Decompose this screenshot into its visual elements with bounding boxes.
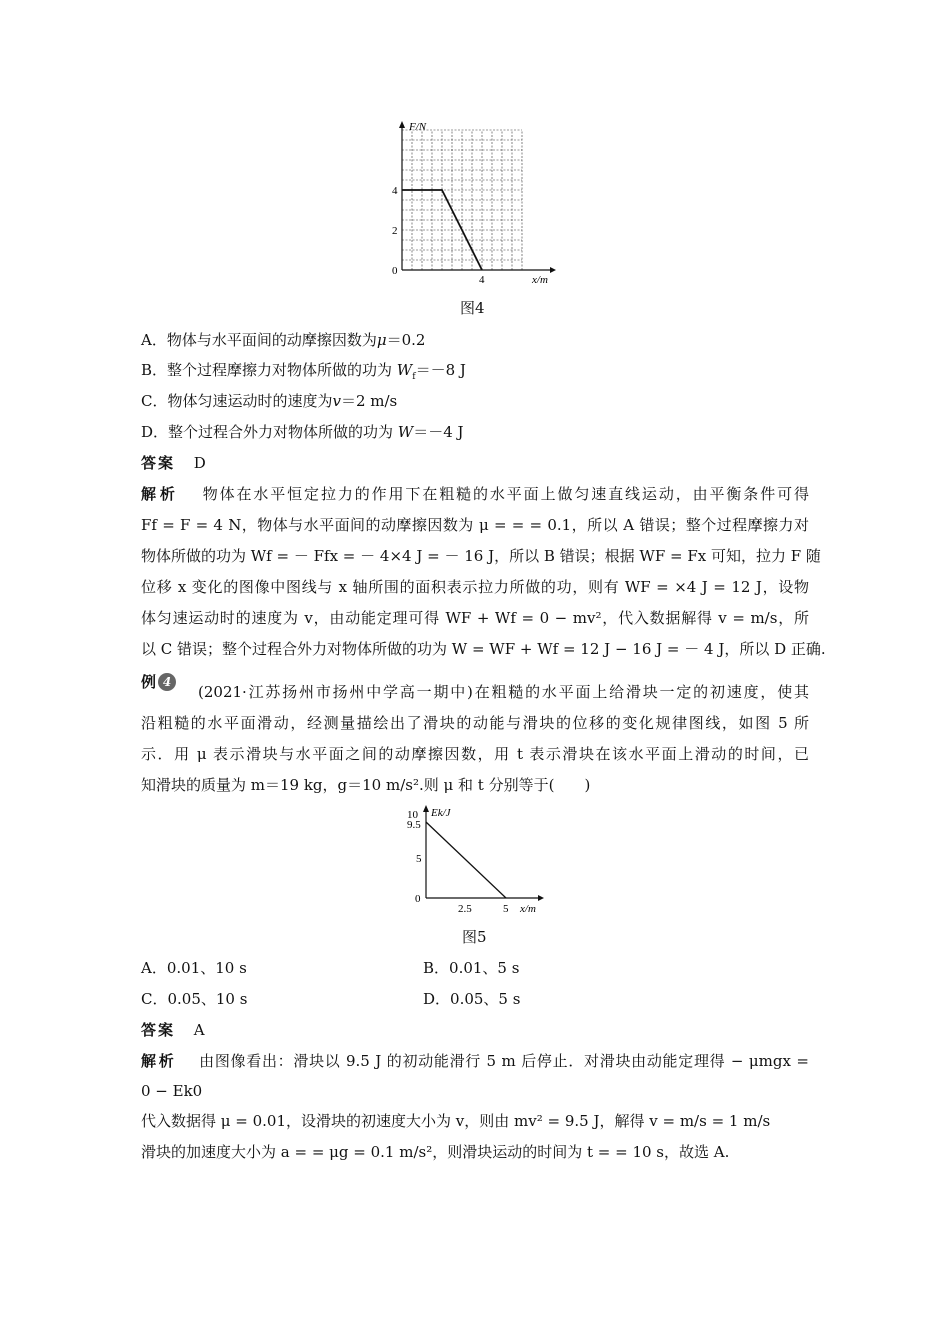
- q3-option-b: B．整个过程摩擦力对物体所做的功为 $W_f=-8$ J: [141, 361, 466, 382]
- example4-line-4: 知滑块的质量为 m＝19 kg，g＝10 m/s².则 μ 和 t 分别等于( ): [141, 776, 591, 794]
- example4-analysis-line-3: 代入数据得 μ = 0.01，设滑块的初速度大小为 v，则由 mv² = 9.5 J，解得 v = m/s = 1 m/s: [141, 1112, 771, 1130]
- example4-label: 例: [141, 673, 157, 691]
- example4-analysis-line-4: 滑块的加速度大小为 a = = μg = 0.1 m/s²，则滑块运动的时间为 t = = 10 s，故选 A.: [141, 1143, 730, 1161]
- figure5-chart: [398, 804, 548, 920]
- q3-analysis-line-4: 位移 x 变化的图像中图线与 x 轴所围的面积表示拉力所做的功，则有 WF = ×4 J = 12 J，设物: [141, 578, 809, 596]
- example4-header: [141, 672, 176, 692]
- q3-option-d: D．整个过程合外力对物体所做的功为 W＝－4 J: [141, 423, 464, 441]
- figure5-x-tick-label: 5: [503, 903, 509, 915]
- example4-analysis-line-2: 0 − Ek0: [141, 1082, 203, 1100]
- q3-analysis-line-6: 以 C 错误；整个过程合外力对物体所做的功为 W = WF + Wf = 12 J − 16 J = － 4 J，所以 D 正确.: [141, 640, 826, 658]
- figure4-y-tick-label: 4: [392, 185, 398, 197]
- figure4-x-arrow: [550, 267, 556, 273]
- figure4-y-tick-label: 2: [392, 225, 398, 237]
- figure5-y-tick-label: 10: [407, 809, 418, 821]
- q3-analysis-line-5: 体匀速运动时的速度为 v，由动能定理可得 WF + Wf = 0 − mv²，代入数据解得 v = m/s，所: [141, 609, 809, 627]
- example4-answer: [141, 1020, 205, 1040]
- q3-analysis-line-3: 物体所做的功为 Wf = － Ffx = － 4×4 J = － 16 J，所以 B 错误；根据 WF = Fx 可知，拉力 F 随: [141, 547, 821, 565]
- q3-option-c: C．物体匀速运动时的速度为v＝2 m/s: [141, 392, 398, 410]
- figure5-x-arrow: [538, 895, 544, 901]
- example4-option-d: D．0.05、5 s: [423, 990, 521, 1008]
- q3-answer: [141, 453, 206, 473]
- example4-option-c: C．0.05、10 s: [141, 990, 248, 1008]
- q3-analysis-line-2: Ff = F = 4 N，物体与水平面间的动摩擦因数为 μ = = = 0.1，所以 A 错误；整个过程摩擦力对: [141, 516, 809, 534]
- figure5-y-tick-label: 5: [416, 853, 422, 865]
- example4-analysis-line-1: 解析 由图像看出：滑块以 9.5 J 的初动能滑行 5 m 后停止．对滑块由动能定理得 − μmgx =: [141, 1052, 809, 1070]
- figure5-y-arrow: [423, 805, 429, 812]
- figure4-caption: 图4: [460, 299, 485, 317]
- q3-answer-value: D: [193, 454, 206, 472]
- example4-answer-label: 答案: [141, 1021, 176, 1039]
- figure5-y-axis-label: Ek/J: [431, 807, 451, 819]
- figure5-origin-label: 0: [415, 893, 421, 905]
- figure5-data-line: [426, 822, 506, 898]
- figure5-x-tick-label: 2.5: [458, 903, 472, 915]
- example4-option-b: B．0.01、5 s: [423, 959, 520, 977]
- figure5-tick-labels: [407, 809, 509, 915]
- figure4-grid: [402, 130, 522, 270]
- figure4-chart: [380, 118, 560, 290]
- q3-option-a: A．物体与水平面间的动摩擦因数为μ＝0.2: [141, 331, 426, 349]
- example4-line-2: 沿粗糙的水平面滑动，经测量描绘出了滑块的动能与滑块的位移的变化规律图线，如图 5 所: [141, 714, 809, 732]
- figure4-y-arrow: [399, 121, 405, 128]
- figure4-x-axis-label: x/m: [532, 274, 548, 286]
- figure4-x-tick-label: 4: [479, 274, 485, 286]
- example4-option-a: A．0.01、10 s: [141, 959, 247, 977]
- q3-analysis-label: 解析: [141, 485, 179, 503]
- figure5-caption: 图5: [462, 928, 487, 946]
- figure4-y-axis-label: F/N: [409, 121, 427, 133]
- example4-answer-value: A: [193, 1021, 205, 1039]
- q3-answer-label: 答案: [141, 454, 176, 472]
- figure4-origin-label: 0: [392, 265, 398, 277]
- q3-analysis-line-1: 解析 物体在水平恒定拉力的作用下在粗糙的水平面上做匀速直线运动，由平衡条件可得: [141, 485, 809, 503]
- example4-analysis-label: 解析: [141, 1052, 177, 1070]
- figure5-y-tick-label: 9.5: [407, 819, 421, 831]
- figure5-x-axis-label: x/m: [520, 903, 536, 915]
- example4-line-1: (2021·江苏扬州市扬州中学高一期中)在粗糙的水平面上给滑块一定的初速度，使其: [198, 683, 809, 701]
- example4-number-badge: 4: [158, 673, 176, 691]
- example4-line-3: 示．用 μ 表示滑块与水平面之间的动摩擦因数，用 t 表示滑块在该水平面上滑动的时间，已: [141, 745, 809, 763]
